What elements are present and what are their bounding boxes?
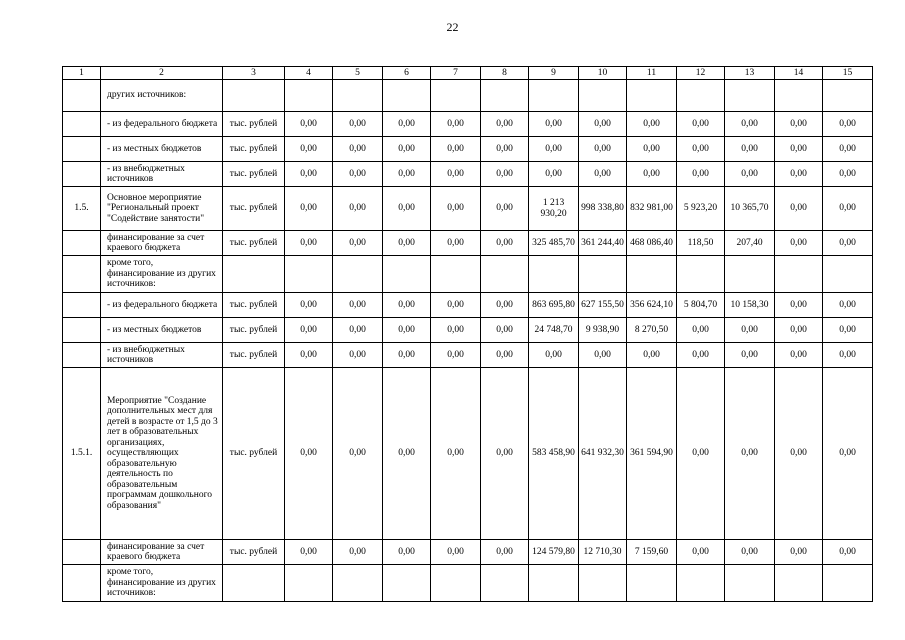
value-cell: 0,00 xyxy=(823,318,873,343)
table-row xyxy=(63,318,873,343)
value-cell: 0,00 xyxy=(481,112,529,137)
value-cell: 0,00 xyxy=(383,368,431,540)
value-cell: 0,00 xyxy=(285,343,333,368)
column-header: 10 xyxy=(579,67,627,80)
value-cell: 10 158,30 xyxy=(725,293,775,318)
value-cell xyxy=(775,80,823,112)
unit-cell xyxy=(223,80,285,112)
value-cell: 0,00 xyxy=(431,343,481,368)
value-cell xyxy=(725,80,775,112)
row-number-cell xyxy=(63,318,101,343)
value-cell: 0,00 xyxy=(823,137,873,162)
value-cell xyxy=(333,80,383,112)
value-cell: 0,00 xyxy=(823,162,873,187)
value-cell: 0,00 xyxy=(627,112,677,137)
value-cell xyxy=(383,256,431,293)
value-cell: 0,00 xyxy=(285,162,333,187)
unit-cell: тыс. рублей xyxy=(223,137,285,162)
value-cell: 0,00 xyxy=(431,187,481,231)
value-cell xyxy=(725,256,775,293)
value-cell: 0,00 xyxy=(529,162,579,187)
value-cell xyxy=(677,80,725,112)
unit-cell xyxy=(223,256,285,293)
value-cell: 0,00 xyxy=(725,540,775,565)
table-row xyxy=(63,293,873,318)
value-cell xyxy=(579,80,627,112)
value-cell: 0,00 xyxy=(333,112,383,137)
table-row xyxy=(63,231,873,256)
value-cell: 0,00 xyxy=(823,540,873,565)
value-cell: 583 458,90 xyxy=(529,368,579,540)
value-cell: 0,00 xyxy=(431,540,481,565)
item-name-cell: - из местных бюджетов xyxy=(101,137,223,162)
value-cell: 0,00 xyxy=(775,318,823,343)
value-cell xyxy=(333,256,383,293)
value-cell: 0,00 xyxy=(481,343,529,368)
value-cell: 0,00 xyxy=(285,318,333,343)
value-cell: 118,50 xyxy=(677,231,725,256)
value-cell: 0,00 xyxy=(431,162,481,187)
unit-cell: тыс. рублей xyxy=(223,112,285,137)
value-cell: 468 086,40 xyxy=(627,231,677,256)
value-cell: 0,00 xyxy=(285,137,333,162)
value-cell: 0,00 xyxy=(579,137,627,162)
row-number-cell xyxy=(63,112,101,137)
value-cell xyxy=(333,565,383,602)
value-cell: 0,00 xyxy=(677,137,725,162)
table-row xyxy=(63,368,873,540)
column-header: 12 xyxy=(677,67,725,80)
value-cell: 998 338,80 xyxy=(579,187,627,231)
value-cell: 0,00 xyxy=(431,318,481,343)
value-cell: 0,00 xyxy=(775,137,823,162)
value-cell: 0,00 xyxy=(431,112,481,137)
value-cell: 0,00 xyxy=(775,162,823,187)
value-cell: 0,00 xyxy=(677,343,725,368)
value-cell: 361 244,40 xyxy=(579,231,627,256)
value-cell: 0,00 xyxy=(725,343,775,368)
value-cell xyxy=(383,565,431,602)
value-cell xyxy=(285,565,333,602)
value-cell xyxy=(383,80,431,112)
value-cell xyxy=(627,565,677,602)
value-cell: 0,00 xyxy=(285,187,333,231)
value-cell: 0,00 xyxy=(383,293,431,318)
value-cell: 0,00 xyxy=(481,540,529,565)
value-cell: 0,00 xyxy=(481,162,529,187)
value-cell: 207,40 xyxy=(725,231,775,256)
value-cell: 0,00 xyxy=(677,540,725,565)
value-cell: 0,00 xyxy=(383,318,431,343)
value-cell: 0,00 xyxy=(775,540,823,565)
value-cell xyxy=(529,256,579,293)
value-cell xyxy=(823,565,873,602)
value-cell: 12 710,30 xyxy=(579,540,627,565)
value-cell: 0,00 xyxy=(725,162,775,187)
value-cell: 0,00 xyxy=(725,368,775,540)
table-row xyxy=(63,256,873,293)
value-cell: 0,00 xyxy=(333,293,383,318)
value-cell: 0,00 xyxy=(529,343,579,368)
value-cell: 0,00 xyxy=(481,368,529,540)
value-cell: 0,00 xyxy=(333,162,383,187)
value-cell xyxy=(775,256,823,293)
item-name-cell: других источников: xyxy=(101,80,223,112)
value-cell: 0,00 xyxy=(579,112,627,137)
value-cell: 361 594,90 xyxy=(627,368,677,540)
value-cell xyxy=(481,256,529,293)
value-cell: 0,00 xyxy=(431,231,481,256)
value-cell: 641 932,30 xyxy=(579,368,627,540)
value-cell: 0,00 xyxy=(725,112,775,137)
value-cell: 0,00 xyxy=(383,112,431,137)
item-name-cell: - из внебюджетных источников xyxy=(101,162,223,187)
value-cell xyxy=(823,256,873,293)
value-cell: 0,00 xyxy=(333,137,383,162)
column-header: 11 xyxy=(627,67,677,80)
column-header: 6 xyxy=(383,67,431,80)
value-cell xyxy=(627,256,677,293)
item-name-cell: - из местных бюджетов xyxy=(101,318,223,343)
value-cell: 0,00 xyxy=(725,137,775,162)
value-cell: 0,00 xyxy=(285,112,333,137)
value-cell: 0,00 xyxy=(333,231,383,256)
value-cell: 0,00 xyxy=(431,137,481,162)
value-cell: 0,00 xyxy=(481,293,529,318)
row-number-cell xyxy=(63,540,101,565)
value-cell: 10 365,70 xyxy=(725,187,775,231)
value-cell: 7 159,60 xyxy=(627,540,677,565)
unit-cell: тыс. рублей xyxy=(223,318,285,343)
value-cell: 0,00 xyxy=(823,368,873,540)
value-cell: 0,00 xyxy=(775,187,823,231)
header-row xyxy=(63,67,873,80)
item-name-cell: финансирование за счет краевого бюджета xyxy=(101,540,223,565)
value-cell: 325 485,70 xyxy=(529,231,579,256)
value-cell: 0,00 xyxy=(333,187,383,231)
column-header: 8 xyxy=(481,67,529,80)
value-cell xyxy=(627,80,677,112)
row-number-cell: 1.5. xyxy=(63,187,101,231)
value-cell: 0,00 xyxy=(627,343,677,368)
value-cell: 0,00 xyxy=(383,231,431,256)
unit-cell: тыс. рублей xyxy=(223,540,285,565)
value-cell: 1 213 930,20 xyxy=(529,187,579,231)
row-number-cell xyxy=(63,231,101,256)
value-cell: 0,00 xyxy=(775,343,823,368)
column-header: 7 xyxy=(431,67,481,80)
value-cell: 0,00 xyxy=(677,112,725,137)
value-cell: 0,00 xyxy=(481,137,529,162)
value-cell: 356 624,10 xyxy=(627,293,677,318)
value-cell: 832 981,00 xyxy=(627,187,677,231)
value-cell: 0,00 xyxy=(823,187,873,231)
value-cell: 124 579,80 xyxy=(529,540,579,565)
column-header: 14 xyxy=(775,67,823,80)
row-number-cell: 1.5.1. xyxy=(63,368,101,540)
value-cell: 0,00 xyxy=(431,368,481,540)
value-cell: 0,00 xyxy=(579,162,627,187)
value-cell: 0,00 xyxy=(627,162,677,187)
value-cell: 0,00 xyxy=(579,343,627,368)
value-cell: 0,00 xyxy=(775,112,823,137)
table-row xyxy=(63,187,873,231)
value-cell xyxy=(285,80,333,112)
column-header: 5 xyxy=(333,67,383,80)
value-cell: 0,00 xyxy=(285,368,333,540)
value-cell: 9 938,90 xyxy=(579,318,627,343)
value-cell: 0,00 xyxy=(285,231,333,256)
budget-table xyxy=(62,66,873,602)
table-row xyxy=(63,112,873,137)
value-cell: 0,00 xyxy=(383,162,431,187)
table-row xyxy=(63,162,873,187)
value-cell xyxy=(725,565,775,602)
value-cell: 0,00 xyxy=(775,293,823,318)
value-cell: 627 155,50 xyxy=(579,293,627,318)
value-cell: 0,00 xyxy=(775,368,823,540)
value-cell xyxy=(677,565,725,602)
value-cell xyxy=(481,80,529,112)
unit-cell: тыс. рублей xyxy=(223,343,285,368)
table-row xyxy=(63,137,873,162)
value-cell: 0,00 xyxy=(383,540,431,565)
value-cell: 0,00 xyxy=(823,343,873,368)
value-cell: 0,00 xyxy=(383,343,431,368)
value-cell: 5 804,70 xyxy=(677,293,725,318)
value-cell: 0,00 xyxy=(333,368,383,540)
value-cell: 0,00 xyxy=(285,293,333,318)
column-header: 3 xyxy=(223,67,285,80)
page-number: 22 xyxy=(446,20,459,34)
value-cell: 0,00 xyxy=(677,318,725,343)
value-cell: 0,00 xyxy=(725,318,775,343)
row-number-cell xyxy=(63,80,101,112)
value-cell xyxy=(823,80,873,112)
item-name-cell: кроме того, финансирование из других источников: xyxy=(101,256,223,293)
item-name-cell: кроме того, финансирование из других источников: xyxy=(101,565,223,602)
value-cell: 0,00 xyxy=(333,318,383,343)
value-cell xyxy=(431,80,481,112)
value-cell: 0,00 xyxy=(677,368,725,540)
value-cell: 8 270,50 xyxy=(627,318,677,343)
value-cell: 0,00 xyxy=(333,540,383,565)
value-cell: 0,00 xyxy=(431,293,481,318)
value-cell: 0,00 xyxy=(823,293,873,318)
item-name-cell: - из внебюджетных источников xyxy=(101,343,223,368)
unit-cell: тыс. рублей xyxy=(223,368,285,540)
column-header: 4 xyxy=(285,67,333,80)
table-row xyxy=(63,565,873,602)
value-cell: 5 923,20 xyxy=(677,187,725,231)
unit-cell: тыс. рублей xyxy=(223,293,285,318)
column-header: 2 xyxy=(101,67,223,80)
value-cell xyxy=(579,256,627,293)
value-cell: 863 695,80 xyxy=(529,293,579,318)
unit-cell xyxy=(223,565,285,602)
row-number-cell xyxy=(63,162,101,187)
column-header: 1 xyxy=(63,67,101,80)
value-cell: 0,00 xyxy=(823,112,873,137)
value-cell: 0,00 xyxy=(383,187,431,231)
value-cell: 0,00 xyxy=(285,540,333,565)
value-cell: 24 748,70 xyxy=(529,318,579,343)
item-name-cell: - из федерального бюджета xyxy=(101,293,223,318)
value-cell: 0,00 xyxy=(481,318,529,343)
item-name-cell: финансирование за счет краевого бюджета xyxy=(101,231,223,256)
table-row xyxy=(63,540,873,565)
value-cell: 0,00 xyxy=(333,343,383,368)
value-cell: 0,00 xyxy=(481,231,529,256)
value-cell xyxy=(431,256,481,293)
row-number-cell xyxy=(63,137,101,162)
row-number-cell xyxy=(63,343,101,368)
value-cell: 0,00 xyxy=(823,231,873,256)
row-number-cell xyxy=(63,565,101,602)
value-cell: 0,00 xyxy=(677,162,725,187)
column-header: 15 xyxy=(823,67,873,80)
value-cell xyxy=(431,565,481,602)
column-header: 9 xyxy=(529,67,579,80)
value-cell: 0,00 xyxy=(529,137,579,162)
value-cell xyxy=(285,256,333,293)
table-row xyxy=(63,80,873,112)
value-cell: 0,00 xyxy=(627,137,677,162)
table-row xyxy=(63,343,873,368)
item-name-cell: - из федерального бюджета xyxy=(101,112,223,137)
value-cell xyxy=(529,80,579,112)
value-cell xyxy=(775,565,823,602)
unit-cell: тыс. рублей xyxy=(223,162,285,187)
value-cell xyxy=(529,565,579,602)
value-cell xyxy=(579,565,627,602)
value-cell: 0,00 xyxy=(481,187,529,231)
row-number-cell xyxy=(63,293,101,318)
value-cell xyxy=(677,256,725,293)
column-header: 13 xyxy=(725,67,775,80)
item-name-cell: Мероприятие "Создание дополнительных мест для детей в возрасте от 1,5 до 3 лет в образовательных организациях, осуществляющих образовательную деятельность по образовательным программам дошкольного образования" xyxy=(101,368,223,540)
value-cell xyxy=(481,565,529,602)
row-number-cell xyxy=(63,256,101,293)
value-cell: 0,00 xyxy=(529,112,579,137)
unit-cell: тыс. рублей xyxy=(223,231,285,256)
item-name-cell: Основное мероприятие "Региональный проект "Содействие занятости" xyxy=(101,187,223,231)
value-cell: 0,00 xyxy=(775,231,823,256)
value-cell: 0,00 xyxy=(383,137,431,162)
unit-cell: тыс. рублей xyxy=(223,187,285,231)
